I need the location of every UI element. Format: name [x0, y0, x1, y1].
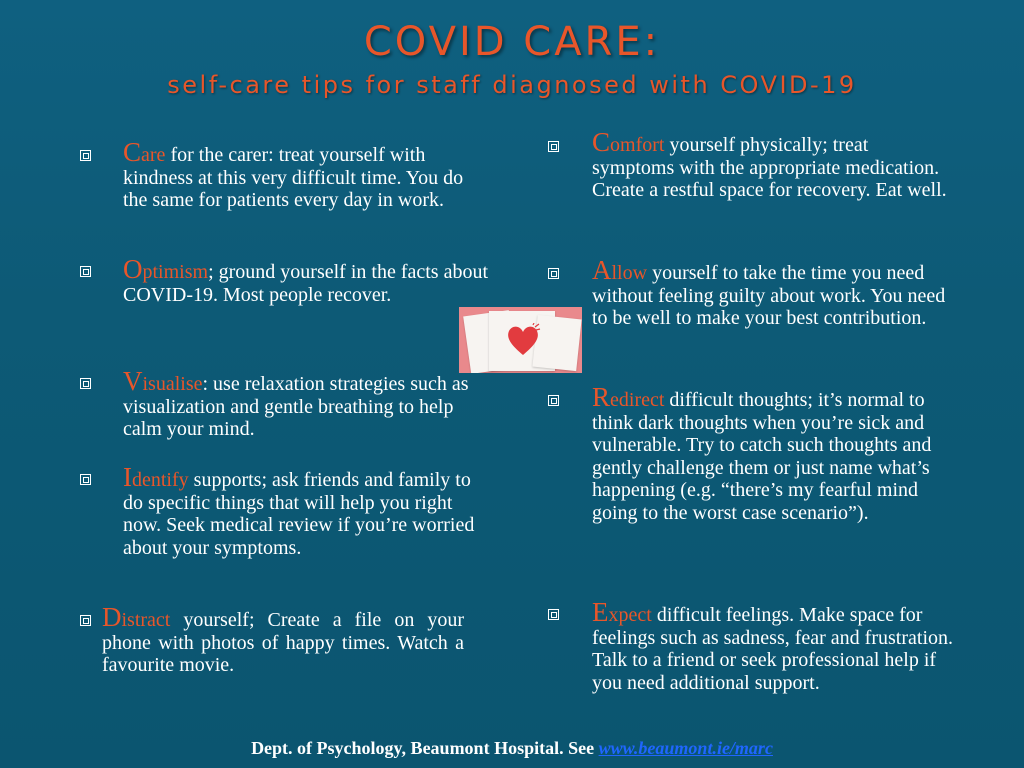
footer	[0, 738, 1024, 759]
slide-subtitle: self-care tips for staff diagnosed with COVID-19	[167, 71, 857, 99]
bullet-icon	[80, 266, 91, 277]
tip-keyword: llow	[611, 262, 648, 284]
tip-keyword: xpect	[608, 604, 652, 626]
tip-text: difficult thoughts; it’s normal to think dark thoughts when you’re sick and vulnerable. Try to catch such thoughts and gently challenge them or just name what’s happening (e.g. “there’s my fearful mind going to the worst case scenario”).	[592, 389, 932, 524]
tip-initial: C	[592, 127, 611, 157]
tip-keyword: dentify	[132, 469, 189, 491]
tip-initial: R	[592, 382, 611, 412]
tip-keyword: are	[141, 144, 166, 166]
tip-keyword: istract	[121, 609, 171, 631]
tip-text: yourself; Create a file on your phone with photos of happy times. Watch a favourite movie.	[102, 609, 464, 676]
tip-initial: V	[123, 366, 143, 396]
tip-keyword: ptimism	[142, 261, 209, 283]
tip-initial: A	[592, 255, 612, 285]
bullet-icon	[548, 141, 559, 152]
tip-text: yourself physically; treat symptoms with the appropriate medication. Create a restful space for recovery. Eat well.	[592, 134, 947, 201]
tip-initial: E	[592, 597, 609, 627]
tip-text: : use relaxation strategies such as visualization and gentle breathing to help calm your mind.	[123, 373, 469, 440]
bullet-icon	[548, 395, 559, 406]
bullet-icon	[80, 150, 91, 161]
bullet-icon	[80, 378, 91, 389]
tip-initial: I	[123, 462, 132, 492]
tip-keyword: isualise	[142, 373, 203, 395]
bullet-icon	[80, 474, 91, 485]
tip-initial: D	[102, 602, 122, 632]
tip-text: ; ground yourself in the facts about COVID-19. Most people recover.	[123, 261, 489, 306]
tip-text: yourself to take the time you need without feeling guilty about work. You need to be well to make your best contribution.	[592, 262, 946, 329]
tip-initial: O	[123, 254, 143, 284]
tip-text: for the carer: treat yourself with kindness at this very difficult time. You do the same for patients every day in work.	[123, 144, 464, 211]
tip-keyword: edirect	[610, 389, 665, 411]
tip-text: supports; ask friends and family to do specific things that will help you right now. Seek medical review if you’re worried about your symptoms.	[123, 469, 475, 559]
tip-text: difficult feelings. Make space for feelings such as sadness, fear and frustration. Talk to a friend or seek professional help if you need additional support.	[592, 604, 953, 694]
slide-title: COVID CARE:	[363, 19, 661, 65]
bullet-icon	[80, 615, 91, 626]
heart-photo	[459, 307, 582, 373]
bullet-icon	[548, 268, 559, 279]
bullet-icon	[548, 609, 559, 620]
footer-text: Dept. of Psychology, Beaumont Hospital. See	[251, 738, 599, 758]
heart-icon	[505, 323, 541, 357]
tip-keyword: omfort	[610, 134, 665, 156]
footer-link[interactable]: www.beaumont.ie/marc	[598, 738, 773, 758]
tip-initial: C	[123, 137, 142, 167]
